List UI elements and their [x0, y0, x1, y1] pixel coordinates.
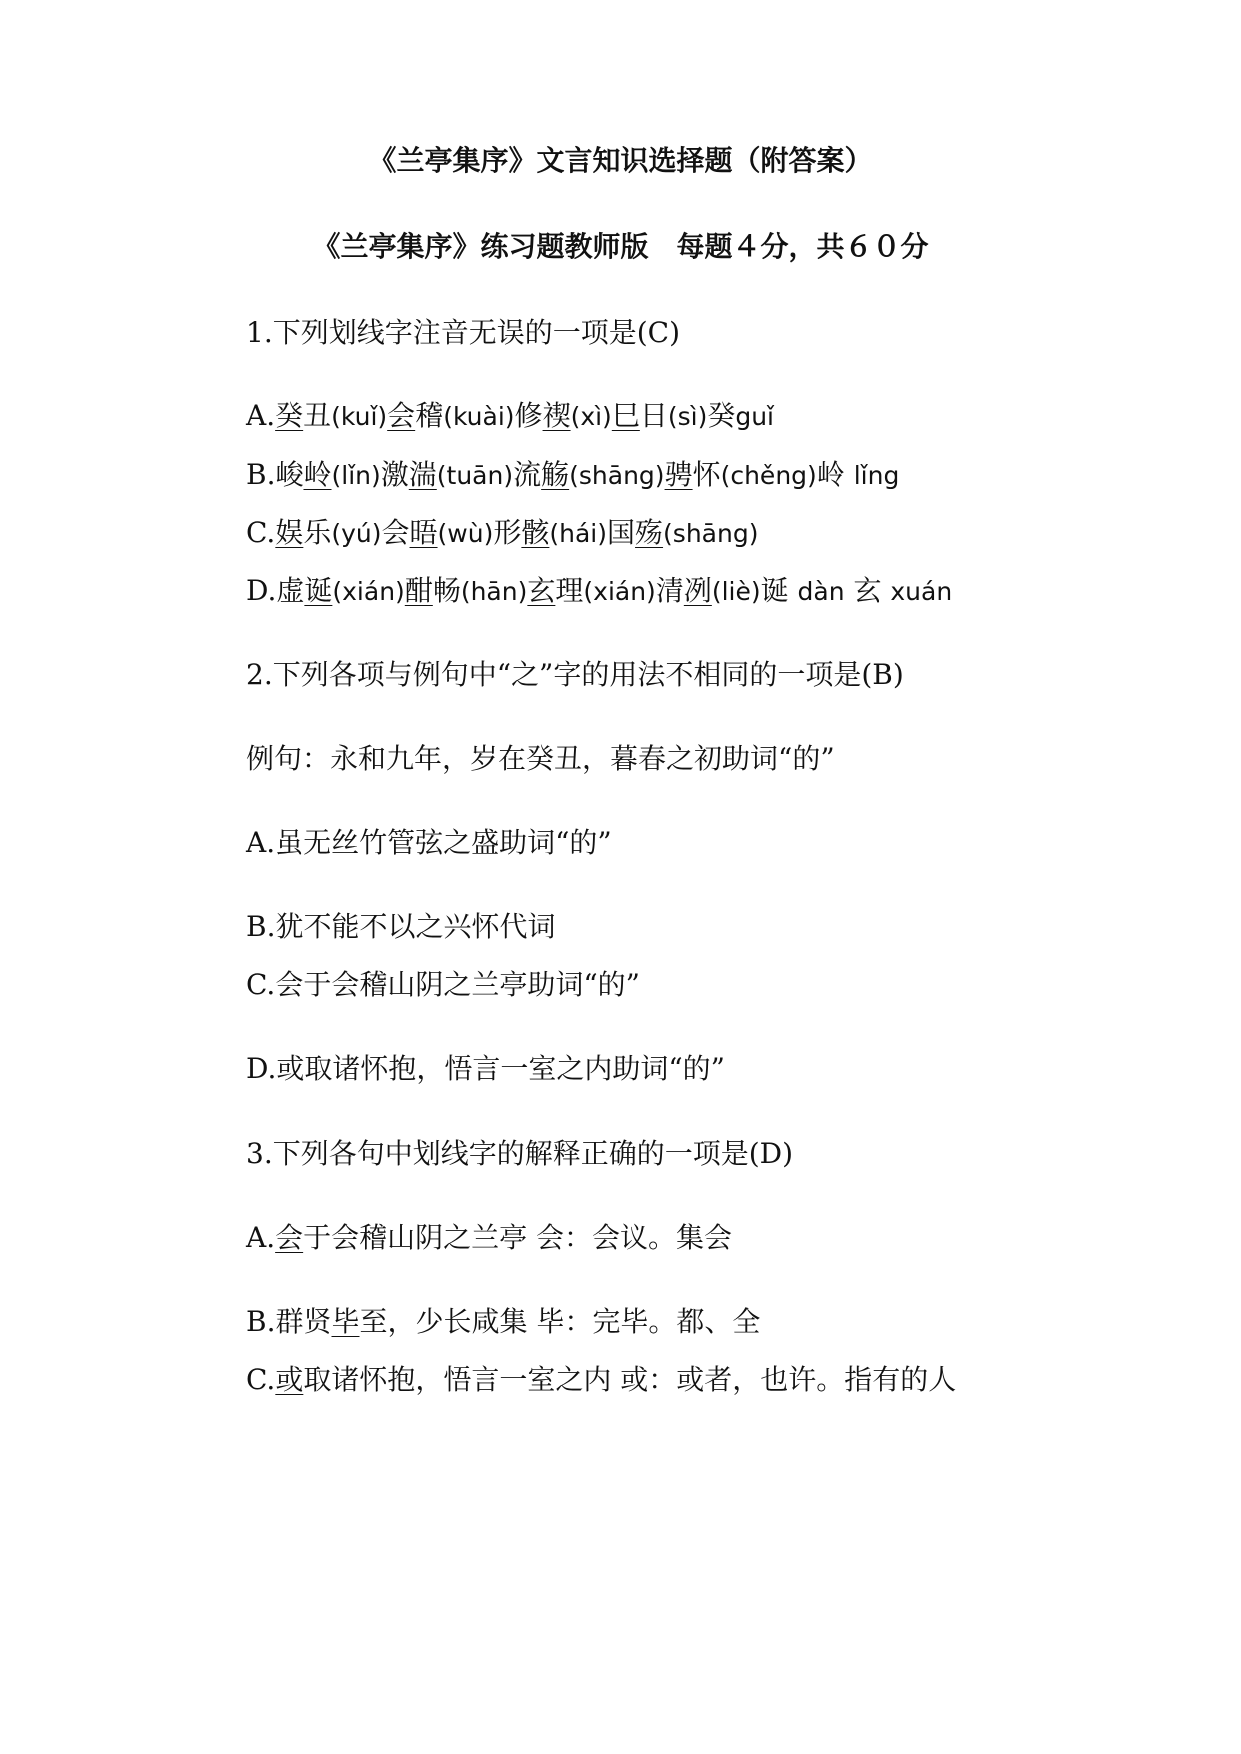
- underlined-char: 会: [275, 1221, 304, 1254]
- text-segment: 取诸怀抱，悟言一室之内 或：或者，也许。指有的人: [303, 1363, 957, 1396]
- underlined-char: 酣: [404, 574, 433, 607]
- text-segment: 清: [655, 574, 684, 607]
- pinyin-text: (xián): [583, 577, 656, 606]
- question-2-option-a: A.虽无丝竹管弦之盛助词“的”: [246, 826, 612, 859]
- question-3-option-a: [246, 1220, 732, 1256]
- document-title: 《兰亭集序》文言知识选择题（附答案）: [368, 144, 873, 177]
- pinyin-text: dàn: [797, 577, 845, 606]
- pinyin-text: (lǐn): [331, 461, 381, 490]
- text-segment: C.: [246, 1363, 276, 1396]
- question-1-option-a: [246, 398, 774, 435]
- underlined-char: 诞: [304, 574, 333, 607]
- underlined-char: 骋: [664, 458, 693, 491]
- text-segment: 日: [639, 399, 668, 432]
- text-segment: 流: [513, 458, 542, 491]
- question-1-option-b: [246, 457, 899, 494]
- question-3-option-b: [246, 1304, 760, 1340]
- pinyin-text: (wù): [437, 519, 494, 548]
- text-segment: 国: [607, 516, 636, 549]
- underlined-char: 或: [275, 1363, 304, 1396]
- text-segment: 畅: [432, 574, 461, 607]
- underlined-char: 湍: [408, 458, 437, 491]
- text-segment: 怀: [692, 458, 721, 491]
- pinyin-text: (shāng): [569, 461, 665, 490]
- pinyin-text: guǐ: [735, 402, 775, 431]
- text-segment: C.: [246, 516, 276, 549]
- pinyin-text: (liè): [711, 577, 761, 606]
- pinyin-text: (tuān): [436, 461, 514, 490]
- question-2-stem: 2.下列各项与例句中“之”字的用法不相同的一项是(B): [246, 658, 904, 691]
- pinyin-text: (xì): [570, 402, 612, 431]
- text-segment: 会: [381, 516, 410, 549]
- text-segment: 形: [493, 516, 522, 549]
- pinyin-text: (hái): [549, 519, 608, 548]
- underlined-char: 晤: [409, 516, 438, 549]
- underlined-char: 禊: [542, 399, 571, 432]
- text-segment: A.: [246, 1221, 276, 1254]
- question-1-option-c: [246, 515, 758, 552]
- pinyin-text: (xián): [332, 577, 405, 606]
- text-segment: 癸: [707, 399, 736, 432]
- pinyin-text: (hān): [460, 577, 528, 606]
- question-1-stem: 1.下列划线字注音无误的一项是(C): [246, 316, 680, 349]
- pinyin-text: lǐng: [853, 461, 900, 490]
- text-segment: 修: [514, 399, 543, 432]
- underlined-char: 骸: [521, 516, 550, 549]
- question-3-stem: 3.下列各句中划线字的解释正确的一项是(D): [246, 1137, 794, 1170]
- question-2-option-d: D.或取诸怀抱，悟言一室之内助词“的”: [246, 1052, 725, 1085]
- text-segment: 岭: [816, 458, 854, 491]
- text-segment: 激: [380, 458, 409, 491]
- pinyin-text: (sì): [667, 402, 708, 431]
- underlined-char: 癸: [275, 399, 304, 432]
- text-segment: 至，少长咸集 毕：完毕。都、全: [359, 1305, 761, 1338]
- text-segment: 玄: [844, 574, 891, 607]
- question-2-option-c: C.会于会稽山阴之兰亭助词“的”: [246, 968, 640, 1001]
- question-3-option-c: [246, 1362, 956, 1398]
- text-segment: 乐: [303, 516, 332, 549]
- pinyin-text: (yú): [331, 519, 382, 548]
- question-2-option-b: B.犹不能不以之兴怀代词: [246, 910, 556, 943]
- text-segment: 于会稽山阴之兰亭 会：会议。集会: [303, 1221, 733, 1254]
- underlined-char: 岭: [303, 458, 332, 491]
- underlined-char: 娱: [275, 516, 304, 549]
- text-segment: D.虚: [246, 574, 305, 607]
- underlined-char: 冽: [683, 574, 712, 607]
- text-segment: A.: [246, 399, 276, 432]
- pinyin-text: (chěng): [720, 461, 817, 490]
- pinyin-text: xuán: [890, 577, 953, 606]
- pinyin-text: (kuài): [443, 402, 515, 431]
- text-segment: 诞: [760, 574, 798, 607]
- underlined-char: 觞: [541, 458, 570, 491]
- pinyin-text: (shāng): [663, 519, 759, 548]
- question-1-option-d: [246, 573, 952, 610]
- text-segment: 稽: [415, 399, 444, 432]
- text-segment: 丑: [303, 399, 332, 432]
- pinyin-text: (kuǐ): [331, 402, 388, 431]
- underlined-char: 会: [387, 399, 416, 432]
- document-subtitle: 《兰亭集序》练习题教师版 每题４分，共６０分: [312, 230, 929, 263]
- text-segment: B.群贤: [246, 1305, 332, 1338]
- question-2-example: 例句：永和九年，岁在癸丑，暮春之初助词“的”: [246, 742, 835, 775]
- underlined-char: 殇: [635, 516, 664, 549]
- underlined-char: 巳: [611, 399, 640, 432]
- underlined-char: 毕: [331, 1305, 360, 1338]
- underlined-char: 玄: [527, 574, 556, 607]
- text-segment: B.峻: [246, 458, 304, 491]
- text-segment: 理: [555, 574, 584, 607]
